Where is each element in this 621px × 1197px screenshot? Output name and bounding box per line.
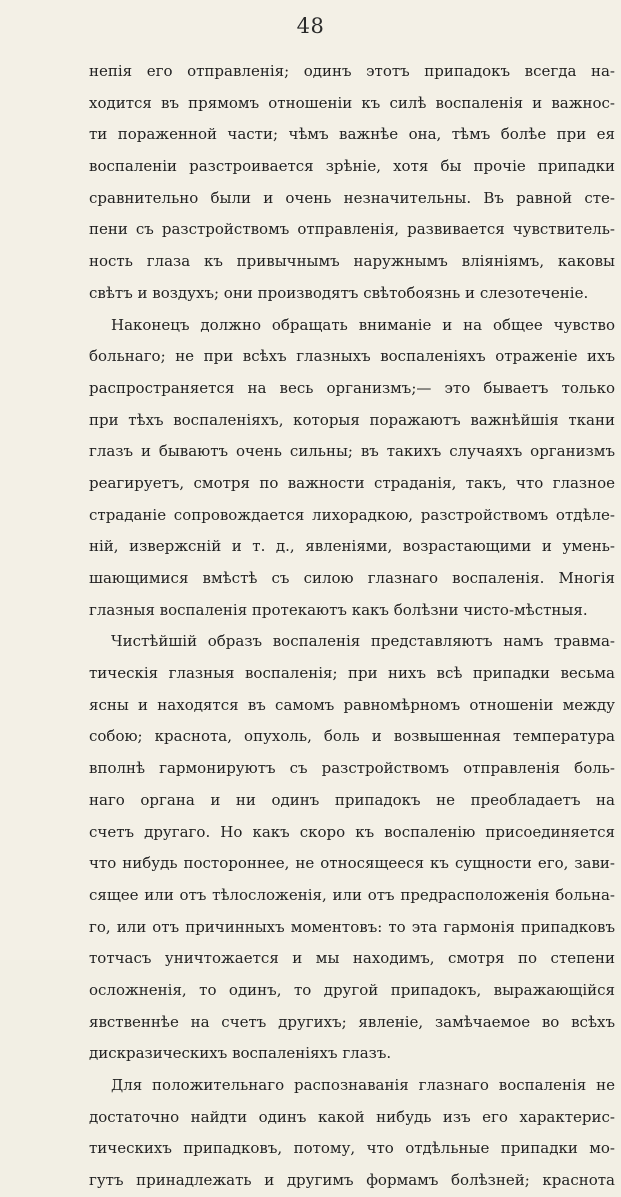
text-line: дискразическихъ воспаленіяхъ глазъ. bbox=[89, 1044, 392, 1063]
text-line: осложненія, то одинъ, то другой припадокъ, выражающійся bbox=[89, 980, 615, 999]
text-line: ность глаза къ привычнымъ наружнымъ вліяніямъ, каковы bbox=[89, 252, 615, 271]
text-line: непія его отправленія; одинъ этотъ припадокъ всегда на- bbox=[89, 62, 615, 80]
text-line: Для положительнаго распознаванія глазнаго воспаленія не bbox=[111, 1076, 615, 1094]
text-line: при тѣхъ воспаленіяхъ, которыя поражаютъ важнѣйшія ткани bbox=[89, 410, 615, 429]
text-line: тическія глазныя воспаленія; при нихъ всѣ припадки весьма bbox=[89, 664, 615, 683]
body-text bbox=[89, 56, 615, 1197]
text-line: го, или отъ причинныхъ моментовъ: то эта гармонія припадковъ bbox=[89, 917, 615, 936]
text-line: тическихъ припадковъ, потому, что отдѣльные припадки мо- bbox=[89, 1139, 615, 1158]
page-number: 48 bbox=[296, 14, 325, 38]
text-line: ній, извержсній и т. д., явленіями, возрастающими и умень- bbox=[89, 537, 615, 556]
text-line: воспаленіи разстроивается зрѣніе, хотя бы прочіе припадки bbox=[89, 157, 615, 176]
text-line: распространяется на весь организмъ;— это бываетъ только bbox=[89, 378, 615, 397]
text-line: что нибудь постороннее, не относящееся къ сущности его, зави- bbox=[89, 854, 615, 873]
text-line: сящее или отъ тѣлосложенія, или отъ предрасположенія больна- bbox=[89, 885, 615, 904]
text-line: гутъ принадлежать и другимъ формамъ болѣзней; краснота bbox=[89, 1171, 615, 1190]
text-line: шающимися вмѣстѣ съ силою глазнаго воспаленія. Многія bbox=[89, 569, 615, 587]
text-line: сравнительно были и очень незначительны. Въ равной сте- bbox=[89, 188, 615, 207]
text-line: счетъ другаго. Но какъ скоро къ воспаленію присоединяется bbox=[89, 822, 615, 841]
text-line: явственнѣе на счетъ другихъ; явленіе, замѣчаемое во всѣхъ bbox=[89, 1012, 615, 1031]
text-line: вполнѣ гармонируютъ съ разстройствомъ отправленія боль- bbox=[89, 759, 615, 778]
text-line: Чистѣйшій образъ воспаленія представляютъ намъ травма- bbox=[111, 632, 615, 651]
text-line: наго органа и ни одинъ припадокъ не преобладаетъ на bbox=[89, 790, 615, 809]
text-line: достаточно найдти одинъ какой нибудь изъ его характерис- bbox=[89, 1107, 615, 1126]
text-line: реагируетъ, смотря по важности страданія, такъ, что глазное bbox=[89, 473, 615, 492]
text-line: больнаго; не при всѣхъ глазныхъ воспаленіяхъ отраженіе ихъ bbox=[89, 347, 615, 366]
text-line: глазныя воспаленія протекаютъ какъ болѣзни чисто-мѣстныя. bbox=[89, 600, 588, 619]
text-line: страданіе сопровождается лихорадкою, разстройствомъ отдѣле- bbox=[89, 505, 615, 524]
text-line: свѣтъ и воздухъ; они производятъ свѣтобоязнь и слезотеченіе. bbox=[89, 283, 589, 302]
text-line: собою; краснота, опухоль, боль и возвышенная температура bbox=[89, 727, 615, 746]
text-line: тотчасъ уничтожается и мы находимъ, смотря по степени bbox=[89, 949, 615, 968]
text-line: пени съ разстройствомъ отправленія, развивается чувствитель- bbox=[89, 220, 615, 239]
text-line: ходится въ прямомъ отношеніи къ силѣ воспаленія и важнос- bbox=[89, 93, 615, 112]
text-line: глазъ и бываютъ очень сильны; въ такихъ случаяхъ организмъ bbox=[89, 442, 615, 461]
text-line: ясны и находятся въ самомъ равномѣрномъ отношеніи между bbox=[89, 695, 615, 714]
text-line: Наконецъ должно обращать вниманіе и на общее чувство bbox=[111, 315, 615, 334]
text-line: ти пораженной части; чѣмъ важнѣе она, тѣмъ болѣе при ея bbox=[89, 125, 615, 144]
